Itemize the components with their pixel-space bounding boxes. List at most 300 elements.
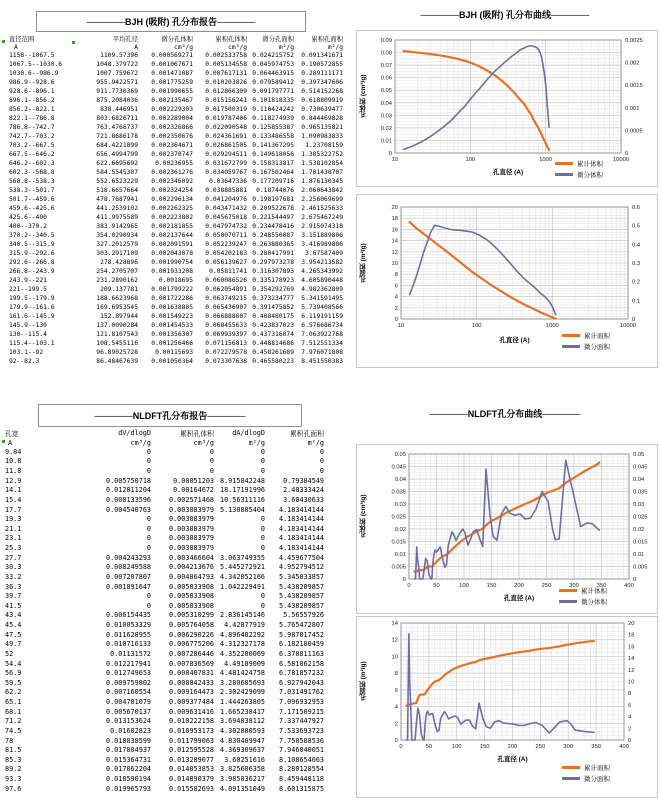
table-row: [1, 213, 343, 222]
legend-item: [559, 585, 607, 596]
table-cell: 4.952794512: [278, 563, 324, 572]
table-cell: 0.002262325: [151, 205, 193, 212]
table-cell: 231.2890162: [96, 277, 138, 284]
table-cell: 43.4: [5, 611, 22, 620]
table-cell: 4.605890448: [301, 277, 343, 284]
svg-text:0: 0: [407, 583, 411, 589]
table-cell: 49.7: [5, 640, 22, 649]
table-cell: 0.248550087: [252, 232, 294, 239]
table-cell: 370.2--340.5: [9, 232, 55, 239]
legend-line-swatch: [559, 589, 577, 592]
column-unit: m²/g: [327, 43, 343, 51]
table-row: [1, 697, 324, 707]
table-cell: 303.2917109: [96, 250, 138, 257]
table-cell: 81.5: [5, 746, 22, 755]
table-cell: 85.3: [5, 755, 22, 764]
table-row: [1, 339, 343, 348]
legend-line-swatch: [555, 173, 573, 176]
bjh-volume-chart: [356, 30, 658, 187]
table-cell: 0.009164473: [168, 688, 214, 697]
table-cell: 4.183414144: [278, 544, 324, 553]
table-cell: 8.601315875: [278, 784, 324, 793]
svg-text:0.025: 0.025: [391, 514, 406, 521]
table-cell: 209.137781: [100, 286, 138, 293]
table-cell: 1.23708159: [305, 142, 343, 149]
svg-text:100: 100: [459, 583, 469, 589]
table-cell: 0.002326866: [151, 124, 193, 131]
table-cell: 3.063749355: [219, 553, 265, 562]
table-cell: 0.004213676: [168, 563, 214, 572]
table-cell: 1048.379722: [96, 61, 138, 68]
table-cell: 0.437316074: [252, 331, 294, 338]
table-cell: 199.5--179.9: [9, 295, 55, 302]
column-header: 孔宽: [5, 430, 19, 438]
table-cell: 0.012811204: [105, 486, 151, 495]
legend-line-swatch: [559, 600, 577, 603]
bjh-header-row: [1, 34, 343, 43]
table-cell: 0: [146, 457, 151, 466]
table-cell: 0.002361276: [151, 169, 193, 176]
legend-item-label: 累计体积: [581, 588, 607, 595]
svg-text:8: 8: [394, 671, 398, 678]
table-cell: 0.234478416: [252, 223, 294, 230]
table-cell: 0.050070711: [205, 232, 247, 239]
table-cell: 0.289111171: [301, 70, 343, 77]
table-row: [1, 543, 324, 553]
table-cell: 4.49189009: [224, 659, 265, 668]
svg-text:350: 350: [591, 744, 601, 750]
table-row: [1, 294, 343, 303]
table-cell: 0.008842433: [168, 678, 214, 687]
table-cell: 6.927942043: [278, 678, 324, 687]
svg-text:12: 12: [628, 667, 635, 674]
table-cell: 30.3: [5, 563, 22, 572]
legend-item-label: 累计面积: [584, 765, 610, 772]
table-cell: 278.428896: [100, 259, 138, 266]
svg-text:8: 8: [394, 272, 398, 279]
table-cell: 501.7--459.6: [9, 196, 55, 203]
table-cell: 115.4--103.1: [9, 340, 55, 347]
table-cell: 684.4221099: [96, 142, 138, 149]
table-cell: 0.002346092: [151, 178, 193, 185]
table-cell: 8.451550383: [301, 358, 343, 365]
table-cell: 5.341591495: [301, 295, 343, 302]
table-cell: 803.6826711: [96, 115, 138, 122]
table-cell: 896.1--856.2: [9, 97, 55, 104]
svg-text:0.05: 0.05: [633, 452, 645, 458]
table-cell: 108.5455116: [96, 340, 138, 347]
legend-item-label: 微分面积: [584, 776, 610, 783]
table-row: [1, 78, 343, 87]
table-cell: 0.001638805: [151, 304, 193, 311]
table-cell: 0.015156241: [205, 97, 247, 104]
table-cell: 12.9: [5, 476, 22, 485]
table-cell: 254.2705707: [96, 268, 138, 275]
table-cell: 0.280417991: [252, 250, 294, 257]
table-cell: 4.459677504: [278, 553, 324, 562]
table-cell: 0.001050364: [151, 358, 193, 365]
table-cell: 266.8--243.9: [9, 268, 55, 275]
table-cell: 838.446951: [100, 106, 138, 113]
table-cell: 538.3--501.7: [9, 187, 55, 194]
table-cell: 9.84: [5, 447, 22, 456]
svg-text:250: 250: [541, 583, 552, 589]
table-cell: 0.073307638: [205, 358, 247, 365]
table-cell: 0.003083979: [168, 505, 214, 514]
table-cell: 1.876130345: [301, 178, 343, 185]
table-cell: 161.6--145.9: [9, 313, 55, 320]
table-row: [1, 563, 324, 573]
table-cell: 0: [146, 534, 151, 543]
table-cell: 0.79384549: [283, 476, 324, 485]
table-cell: 0.015582693: [168, 784, 214, 793]
table-cell: 5.438209857: [278, 592, 324, 601]
x-axis-title: 孔直径 (A): [503, 595, 535, 602]
table-cell: 7.512551334: [301, 340, 343, 347]
table-cell: 1.444263805: [219, 698, 265, 707]
table-cell: 0.177209716: [252, 178, 294, 185]
svg-text:0.01: 0.01: [394, 552, 406, 558]
table-cell: 0: [146, 544, 151, 553]
legend-line-swatch: [562, 334, 580, 337]
table-cell: 0.125855387: [252, 124, 294, 131]
table-cell: 0.001775259: [151, 79, 193, 86]
legend-item-label: 微分体积: [577, 172, 603, 179]
svg-text:1000: 1000: [545, 323, 559, 329]
table-row: [1, 765, 324, 775]
chart-legend: [562, 330, 610, 352]
table-cell: 4.896402292: [219, 630, 265, 639]
table-cell: 10.56311116: [219, 495, 265, 504]
svg-text:0.08: 0.08: [380, 50, 392, 57]
table-cell: 2.915074318: [301, 223, 343, 230]
table-cell: 41.5: [5, 601, 22, 610]
table-row: [1, 159, 343, 168]
table-row: [1, 476, 324, 486]
table-cell: 0.002135467: [151, 97, 193, 104]
svg-text:300: 300: [569, 583, 579, 589]
table-cell: 786.8--742.7: [9, 124, 55, 131]
svg-text:0.02: 0.02: [633, 527, 645, 533]
column-header: 直径范围: [9, 36, 35, 43]
table-cell: 4.091351049: [219, 784, 265, 793]
table-cell: 763.4766737: [96, 124, 138, 131]
table-cell: 0.071156813: [205, 340, 247, 347]
svg-text:0: 0: [402, 577, 406, 583]
column-unit: cm³/g: [130, 438, 151, 447]
table-cell: 36.3: [5, 582, 22, 591]
table-row: [1, 168, 343, 177]
svg-text:10000: 10000: [619, 323, 637, 329]
table-cell: 0.062054891: [205, 286, 247, 293]
table-cell: 0.198197681: [252, 196, 294, 203]
svg-text:14: 14: [391, 621, 398, 627]
table-cell: 0.001256466: [151, 340, 193, 347]
table-cell: 822.1--786.8: [9, 115, 55, 122]
svg-text:12: 12: [391, 249, 398, 256]
table-cell: 4.312327178: [219, 640, 265, 649]
table-row: [1, 141, 343, 150]
table-cell: 7.171509215: [278, 707, 324, 716]
svg-text:0.035: 0.035: [391, 489, 406, 496]
table-cell: 0: [146, 601, 151, 610]
svg-text:10: 10: [391, 654, 398, 661]
table-cell: 478.7687941: [96, 196, 138, 203]
table-row: [1, 249, 343, 258]
svg-text:0.025: 0.025: [633, 514, 648, 521]
legend-item: [562, 330, 610, 341]
table-cell: 0.019965793: [105, 784, 151, 793]
bjh-report-title-text: ──────BJH (吸附) 孔分布报告──────: [86, 17, 256, 27]
table-cell: 0.008133596: [105, 495, 151, 504]
table-cell: 5.438209857: [278, 582, 324, 591]
table-cell: 0: [319, 447, 324, 456]
table-cell: 0.001799222: [151, 286, 193, 293]
table-cell: 0.047974732: [205, 223, 247, 230]
table-cell: 0.002289004: [151, 115, 193, 122]
table-cell: 0.141367295: [252, 142, 294, 149]
table-cell: 0.18744076: [256, 187, 294, 194]
table-cell: 0.012749653: [105, 669, 151, 678]
column-header: 累积孔面积: [290, 430, 324, 438]
y-axis-title: 孔面积 (m²/g): [360, 243, 367, 283]
table-cell: 152.897944: [100, 313, 138, 320]
table-cell: 0.00115693: [155, 349, 193, 356]
table-cell: 0.001471087: [151, 70, 193, 77]
table-cell: 0.730639477: [301, 106, 343, 113]
legend-item-label: 累计体积: [577, 161, 603, 168]
legend-item: [555, 158, 603, 169]
table-row: [1, 553, 324, 563]
table-cell: 179.9--161.6: [9, 304, 55, 311]
legend-item-label: 微分体积: [581, 599, 607, 606]
table-cell: 0.003083979: [168, 534, 214, 543]
svg-text:0.04: 0.04: [633, 477, 645, 483]
table-cell: 4.183414144: [278, 515, 324, 524]
table-row: [1, 267, 343, 276]
table-cell: 0.064463915: [252, 70, 294, 77]
legend-line-swatch: [555, 162, 573, 165]
table-cell: 0: [260, 534, 265, 543]
table-cell: 0.110424242: [252, 106, 294, 113]
table-cell: 0.167502464: [252, 169, 294, 176]
table-cell: 39.7: [5, 592, 22, 601]
table-cell: 0: [260, 601, 265, 610]
table-cell: 0.002229303: [151, 106, 193, 113]
table-cell: 4.183414144: [278, 505, 324, 514]
table-cell: 0.263880365: [252, 241, 294, 248]
table-cell: 602.3--568.8: [9, 169, 55, 176]
table-cell: 0.004864793: [168, 572, 214, 581]
table-cell: 0.013153624: [105, 717, 151, 726]
table-cell: 2.675467249: [301, 214, 343, 221]
table-cell: 0.079589412: [252, 79, 294, 86]
table-cell: 340.5--315.9: [9, 241, 55, 248]
legend-item: [555, 169, 603, 180]
table-cell: 425.6--400: [9, 214, 47, 221]
table-cell: 0.01602823: [110, 726, 151, 735]
table-cell: 0.008407831: [168, 669, 214, 678]
table-cell: 0.005670137: [105, 707, 151, 716]
table-cell: 0.002091591: [151, 241, 193, 248]
legend-item-label: 累计面积: [584, 333, 610, 340]
svg-text:0.2: 0.2: [632, 279, 641, 286]
svg-text:350: 350: [596, 583, 607, 589]
table-row: [1, 640, 324, 650]
table-row: [1, 514, 324, 524]
svg-text:4: 4: [394, 294, 398, 301]
column-unit: cm³/g: [228, 43, 247, 51]
svg-text:18: 18: [391, 216, 398, 223]
table-cell: 1007.759672: [96, 70, 138, 77]
table-cell: 0.001722286: [151, 295, 193, 302]
column-header: 微分孔体积: [161, 36, 193, 43]
table-cell: 3.280605693: [219, 678, 265, 687]
table-row: [1, 726, 324, 736]
svg-text:14: 14: [628, 656, 635, 663]
table-cell: 0.002571468: [168, 495, 214, 504]
table-cell: 27.7: [5, 553, 22, 562]
table-cell: 93.3: [5, 775, 22, 784]
table-cell: 4.302880593: [219, 726, 265, 735]
table-cell: 0.002350676: [151, 133, 193, 140]
table-cell: 0: [260, 524, 265, 533]
table-cell: 0.005134558: [205, 61, 247, 68]
table-row: [1, 630, 324, 640]
svg-text:10000: 10000: [612, 157, 630, 163]
y-axis-title: 孔体积 (cm³/g): [360, 74, 367, 118]
table-cell: 92--82.3: [9, 358, 40, 365]
table-cell: 0.844469828: [301, 115, 343, 122]
table-cell: 6.378811163: [278, 649, 324, 658]
table-row: [1, 591, 324, 601]
table-cell: 411.9975589: [96, 214, 138, 221]
table-cell: 552.6523229: [96, 178, 138, 185]
table-cell: 0.011799063: [168, 736, 214, 745]
table-cell: 667.5--646.2: [9, 151, 55, 158]
table-row: [1, 505, 324, 515]
svg-text:0.02: 0.02: [380, 125, 392, 132]
svg-text:20: 20: [391, 205, 398, 211]
svg-text:0.06: 0.06: [380, 75, 392, 82]
table-cell: 4.352200069: [219, 649, 265, 658]
x-axis-title: 孔直径 (A): [497, 756, 528, 763]
table-row: [1, 572, 324, 582]
table-cell: 1030.6--986.9: [9, 70, 59, 77]
table-cell: 0.041204976: [205, 196, 247, 203]
table-cell: 145.9--130: [9, 322, 47, 329]
table-cell: 0.002181855: [151, 223, 193, 230]
table-cell: 0.011628955: [105, 630, 151, 639]
column-header: 微分孔面积: [262, 36, 294, 43]
svg-text:200: 200: [514, 583, 524, 589]
nldft-units-row: [1, 438, 324, 447]
table-cell: 3.825606358: [219, 765, 265, 774]
table-cell: 2.060643842: [301, 187, 343, 194]
table-cell: 0.005033908: [168, 592, 214, 601]
svg-text:400: 400: [624, 583, 634, 589]
svg-text:10: 10: [628, 679, 635, 686]
svg-text:0.07: 0.07: [380, 63, 392, 70]
table-cell: 742.7--703.2: [9, 133, 55, 140]
table-cell: 721.8686178: [96, 133, 138, 140]
table-cell: 221--199.5: [9, 286, 47, 293]
table-cell: 0.010716133: [105, 640, 151, 649]
table-row: [1, 222, 343, 231]
table-cell: 0.024361691: [205, 133, 247, 140]
table-cell: 0.001549223: [151, 313, 193, 320]
table-cell: 0.005033908: [168, 601, 214, 610]
table-cell: 243.9--221: [9, 277, 47, 284]
svg-text:10: 10: [391, 157, 399, 163]
table-cell: 10.8: [5, 457, 22, 466]
nldft-header-row: [1, 428, 324, 438]
svg-text:0: 0: [394, 317, 398, 323]
table-row: [1, 582, 324, 592]
table-row: [1, 534, 324, 544]
table-cell: 0: [260, 467, 265, 476]
table-cell: 7.063922768: [301, 331, 343, 338]
table-cell: 0: [260, 592, 265, 601]
svg-text:10: 10: [391, 261, 398, 267]
table-cell: 96.89025728: [96, 349, 138, 356]
table-row: [1, 231, 343, 240]
svg-text:6: 6: [628, 702, 632, 709]
table-row: [1, 620, 324, 630]
svg-text:0.0005: 0.0005: [625, 128, 643, 135]
column-header: dV/dlogD: [118, 429, 151, 437]
table-cell: 74.5: [5, 726, 22, 735]
svg-text:0.03: 0.03: [394, 502, 406, 508]
table-row: [1, 774, 324, 784]
table-cell: 5.739408566: [301, 304, 343, 311]
svg-text:0: 0: [628, 738, 632, 744]
table-cell: 3.60251616: [224, 755, 265, 764]
table-cell: 0: [260, 457, 265, 466]
table-row: [1, 524, 324, 534]
table-cell: 3.67587409: [305, 250, 343, 257]
table-cell: 0.065436907: [205, 304, 247, 311]
table-cell: 354.0290934: [96, 232, 138, 239]
table-cell: 0.101818335: [252, 97, 294, 104]
table-cell: 0: [319, 467, 324, 476]
table-cell: 6.576686734: [301, 322, 343, 329]
table-row: [1, 745, 324, 755]
table-cell: 5.345033857: [278, 572, 324, 581]
table-cell: 0: [260, 544, 265, 553]
table-cell: 0.133486558: [252, 133, 294, 140]
table-row: [1, 601, 324, 611]
table-cell: 0.001990655: [151, 88, 193, 95]
table-cell: 568.8--538.3: [9, 178, 55, 185]
svg-text:150: 150: [486, 583, 497, 589]
table-cell: 0.002137644: [151, 232, 193, 239]
table-cell: 0.009631416: [168, 707, 214, 716]
table-cell: 0.038885881: [205, 187, 247, 194]
table-cell: 0.006775206: [168, 640, 214, 649]
table-cell: 0.012217941: [105, 659, 151, 668]
table-cell: 0.335178923: [252, 277, 294, 284]
table-cell: 0.00164672: [173, 486, 214, 495]
x-axis-title: 孔直径 (A): [492, 169, 524, 176]
table-cell: 56.9: [5, 669, 22, 678]
table-cell: 0.017500319: [205, 106, 247, 113]
table-cell: 33.2: [5, 572, 22, 581]
table-cell: 0.034059767: [205, 169, 247, 176]
table-cell: 6.119191159: [301, 313, 343, 320]
table-cell: 0.316307893: [252, 268, 294, 275]
svg-text:100: 100: [465, 157, 476, 163]
